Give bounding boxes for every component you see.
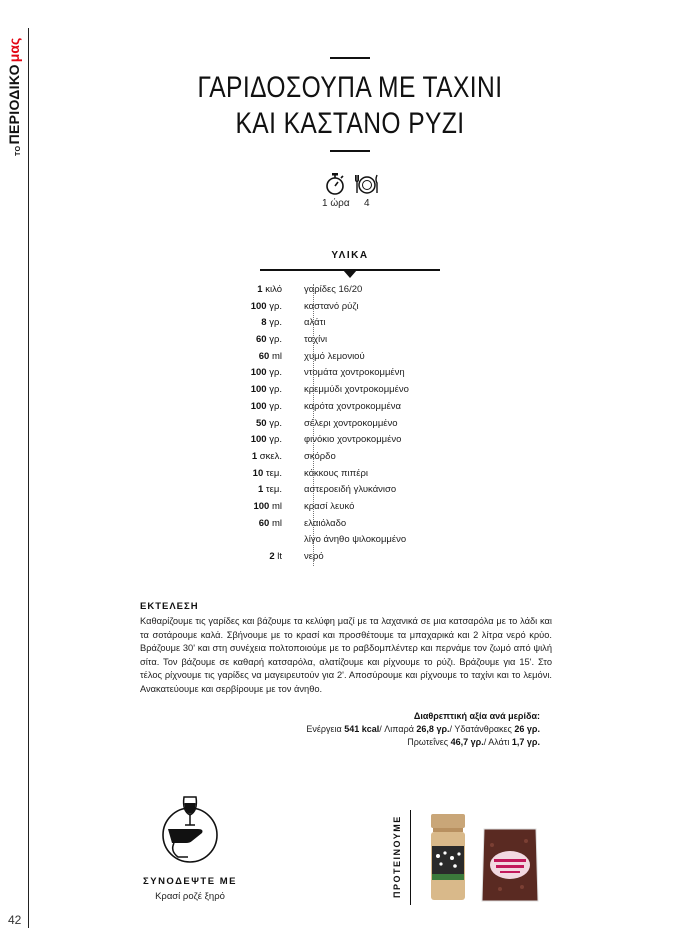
ingredient-quantity xyxy=(200,432,292,449)
time-label: 1 ώρα xyxy=(322,198,350,209)
ingredient-unit: γρ. xyxy=(269,434,282,446)
ingredient-unit: γρ. xyxy=(269,384,282,396)
ingredient-name: ντομάτα χοντροκομμένη xyxy=(304,367,405,379)
nutrition-heading: Διαθρεπτική αξία ανά μερίδα: xyxy=(413,711,540,721)
nutrition-line1 xyxy=(290,723,540,736)
ingredient-amount: 60 xyxy=(258,350,270,362)
ingredient-name: κόκκους πιπέρι xyxy=(304,467,368,479)
ingredient-name: αλάτι xyxy=(304,317,326,329)
ingredient-row xyxy=(200,466,500,483)
ingredient-name: κρεμμύδι χοντροκομμένο xyxy=(304,384,409,396)
ingredient-quantity xyxy=(200,549,292,566)
ingredient-name: ελαιόλαδο xyxy=(304,517,347,529)
ingredient-quantity xyxy=(200,365,292,382)
ingredient-unit: γρ. xyxy=(269,367,282,379)
ingredient-row xyxy=(200,532,500,549)
execution-text: Καθαρίζουμε τις γαρίδες και βάζουμε τα κελύφη μαζί με τα λαχανικά σε μια κατσαρόλα με το λάδι και τα σοτάρουμε καλά. Σβήνουμε με το κρασί και προσθέτουμε τα μπαχαρικά και 2 λίτρα νερό κρύο. Βράζουμε 30' και στη συνέχεια πολτοποιούμε με το ραβδομπλέντερ και περνάμε τον ζωμό από ψιλή σίτα. Τον βάζουμε σε καθαρή κατσαρόλα, αλατίζουμε και ρίχνουμε το ρύζι. Βράζουμε για 15'. Στο τέλος ρίχνουμε τις γαρίδες να μαγειρευτούν για 2'. Αποσύρουμε και ρίχνουμε το ταχίνι και το λεμόνι. Ανακατεύουμε και σερβίρουμε με τον άνηθο. xyxy=(140,616,552,694)
ingredient-amount: 1 xyxy=(257,284,263,295)
ingredient-quantity xyxy=(200,416,292,433)
ingredient-unit: τεμ. xyxy=(265,484,282,496)
ingredient-row xyxy=(200,315,500,332)
ingredient-amount: 10 xyxy=(252,467,264,479)
ingredient-quantity xyxy=(200,332,292,349)
suggest-label xyxy=(392,815,406,900)
ingredient-unit: γρ. xyxy=(269,300,282,312)
ingredient-row xyxy=(200,332,500,349)
ingredient-quantity xyxy=(200,499,292,516)
ingredient-amount: 50 xyxy=(255,417,267,429)
ingredient-amount: 100 xyxy=(250,384,267,396)
ingredients-list xyxy=(200,282,500,566)
tahini-jar-image xyxy=(428,812,468,902)
carbs-value: 26 γρ. xyxy=(514,724,540,734)
ingredient-name: ταχίνι xyxy=(304,334,328,346)
title-rule-top xyxy=(330,57,370,59)
ingredient-quantity xyxy=(200,349,292,366)
ingredient-unit: γρ. xyxy=(269,400,282,412)
recipe-title-line2: ΚΑΙ ΚΑΣΤΑΝΟ ΡΥΖΙ xyxy=(235,107,465,140)
ingredient-row xyxy=(200,349,500,366)
pairing-heading: ΣΥΝΟΔΕΨΤΕ ΜΕ xyxy=(143,876,237,887)
ingredient-amount: 60 xyxy=(258,517,270,529)
ingredient-name: λίγο άνηθο ψιλοκομμένο xyxy=(304,534,407,546)
ingredient-quantity xyxy=(200,282,292,299)
ingredient-name: καστανό ρύζι xyxy=(304,300,359,312)
nutrition-info xyxy=(290,710,540,749)
ingredient-amount: 100 xyxy=(250,400,267,412)
brand-suffix: μας xyxy=(6,37,22,63)
ingredient-row xyxy=(200,432,500,449)
servings-label: 4 xyxy=(364,198,370,209)
ingredient-quantity xyxy=(200,299,292,316)
stopwatch-icon xyxy=(324,172,346,196)
ingredient-unit: τεμ. xyxy=(265,467,282,479)
ingredient-name: κρασί λευκό xyxy=(304,500,355,512)
ingredient-quantity xyxy=(200,516,292,533)
ingredient-unit: γρ. xyxy=(269,417,282,429)
ingredient-name: καρότα χοντροκομμένα xyxy=(304,400,401,412)
carbs-label: / Υδατάνθρακες xyxy=(449,724,512,734)
ingredient-row xyxy=(200,449,500,466)
title-rule-bottom xyxy=(330,150,370,152)
ingredient-unit: ml xyxy=(271,350,282,362)
ingredient-quantity xyxy=(200,382,292,399)
brand-name: ΠΕΡΙΟΔΙΚΟ xyxy=(6,64,22,145)
recipe-meta xyxy=(318,172,388,212)
ingredient-row xyxy=(200,365,500,382)
ingredient-unit: κιλό xyxy=(265,284,282,295)
ingredient-amount: 1 xyxy=(251,450,258,462)
fat-label: / Λιπαρά xyxy=(379,724,414,734)
ingredient-unit: σκελ. xyxy=(259,450,282,462)
ingredient-row xyxy=(200,516,500,533)
ingredient-name: νερό xyxy=(304,551,324,562)
ingredient-amount: 1 xyxy=(257,484,264,496)
suggest-rule xyxy=(410,810,411,905)
ingredient-amount: 2 xyxy=(269,551,275,562)
ingredient-amount: 100 xyxy=(253,500,270,512)
energy-value: 541 kcal xyxy=(344,724,380,734)
salt-value: 1,7 γρ. xyxy=(511,737,540,747)
ingredient-row xyxy=(200,399,500,416)
margin-rule xyxy=(28,28,29,928)
ingredient-unit: lt xyxy=(277,551,282,562)
salt-label: / Αλάτι xyxy=(483,737,510,747)
recipe-title-line1: ΓΑΡΙΔΟΣΟΥΠΑ ΜΕ ΤΑΧΙΝΙ xyxy=(197,71,503,104)
ingredient-unit: γρ. xyxy=(269,334,282,346)
ingredient-unit: ml xyxy=(271,517,282,529)
ingredient-name: γαρίδες 16/20 xyxy=(304,284,363,295)
ingredient-name: χυμό λεμονιού xyxy=(304,350,365,362)
ingredient-unit: ml xyxy=(271,500,282,512)
brand-prefix: ΤΟ xyxy=(15,145,22,156)
ingredient-name: σέλερι χοντροκομμένο xyxy=(304,417,398,429)
page-number: 42 xyxy=(8,913,22,927)
ingredient-name: σκόρδο xyxy=(304,450,336,462)
execution-heading: ΕΚΤΕΛΕΣΗ xyxy=(140,601,199,612)
recipe-title xyxy=(120,70,580,142)
ingredient-row xyxy=(200,499,500,516)
ingredient-quantity xyxy=(200,315,292,332)
ingredient-row xyxy=(200,549,500,566)
energy-label: Ενέργεια xyxy=(306,724,342,734)
protein-value: 46,7 γρ. xyxy=(450,737,484,747)
ingredient-amount: 100 xyxy=(250,434,267,446)
ingredient-amount: 100 xyxy=(250,367,267,379)
ingredient-quantity xyxy=(200,482,292,499)
ingredient-name: αστεροειδή γλυκάνισο xyxy=(304,484,397,496)
suggest-label-text: ΠΡΟΤΕΙΝΟΥΜΕ xyxy=(392,815,402,898)
pairing-text: Κρασί ροζέ ξηρό xyxy=(155,891,225,902)
ingredients-heading: ΥΛΙΚΑ xyxy=(331,250,369,261)
ingredient-row xyxy=(200,482,500,499)
ingredient-quantity xyxy=(200,532,292,549)
ingredient-amount: 8 xyxy=(261,317,267,329)
ingredient-unit: γρ. xyxy=(269,317,282,329)
fat-value: 26,8 γρ. xyxy=(416,724,450,734)
ingredient-row xyxy=(200,299,500,316)
ingredients-arrow xyxy=(343,270,357,278)
nutrition-line2 xyxy=(290,736,540,749)
plate-cutlery-icon xyxy=(354,172,380,196)
protein-label: Πρωτεΐνες xyxy=(407,737,449,747)
ingredient-quantity xyxy=(200,399,292,416)
brown-rice-bag-image xyxy=(480,825,540,905)
ingredient-row xyxy=(200,282,500,299)
ingredient-name: φινόκιο χοντροκομμένο xyxy=(304,434,402,446)
ingredient-row xyxy=(200,382,500,399)
ingredient-amount: 60 xyxy=(255,334,267,346)
ingredient-quantity xyxy=(200,449,292,466)
ingredient-quantity xyxy=(200,466,292,483)
ingredient-row xyxy=(200,416,500,433)
ingredient-amount: 100 xyxy=(250,300,267,312)
wine-glass-icon xyxy=(160,795,220,865)
